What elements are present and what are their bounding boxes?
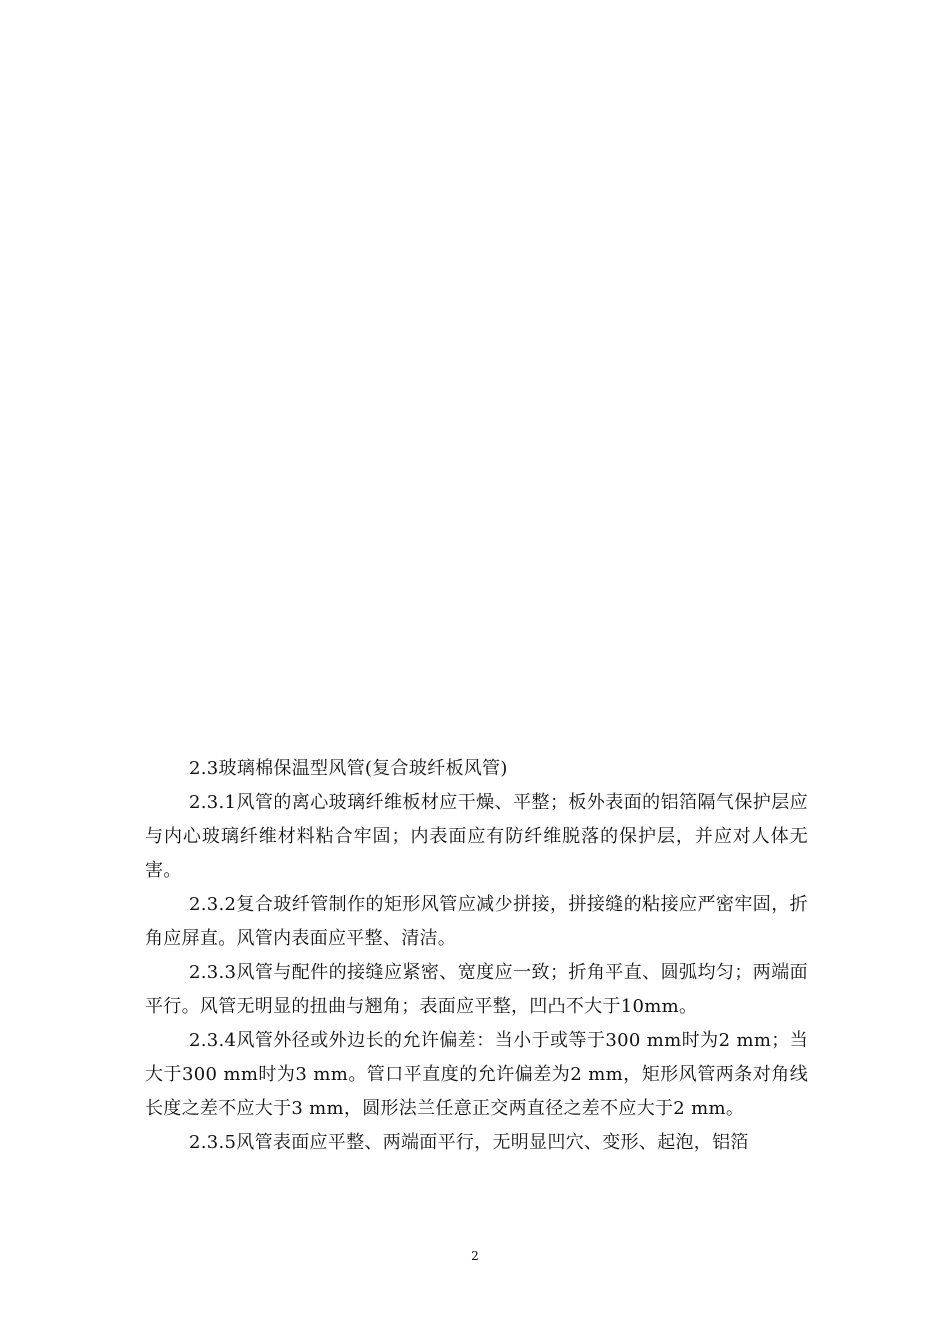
document-body [145,752,808,1160]
clause-2-3-3: 2.3.3风管与配件的接缝应紧密、宽度应一致；折角平直、圆弧均匀；两端面平行。风管无明显的扭曲与翘角；表面应平整，凹凸不大于10mm。 [145,962,808,1017]
clause-2-3-4: 2.3.4风管外径或外边长的允许偏差：当小于或等于300 mm时为2 mm；当大于300 mm时为3 mm。管口平直度的允许偏差为2 mm，矩形风管两条对角线长度之差不应大于3 mm，圆形法兰任意正交两直径之差不应大于2 mm。 [145,1030,808,1119]
section-heading-2-3: 2.3玻璃棉保温型风管(复合玻纤板风管) [189,758,508,779]
clause-2-3-2: 2.3.2复合玻纤管制作的矩形风管应减少拼接，拼接缝的粘接应严密牢固，折角应屏直。风管内表面应平整、清洁。 [145,894,808,949]
page-number: 2 [471,1249,479,1263]
clause-2-3-5: 2.3.5风管表面应平整、两端面平行，无明显凹穴、变形、起泡，铝箔 [189,1132,749,1153]
clause-2-3-1: 2.3.1风管的离心玻璃纤维板材应干燥、平整；板外表面的铝箔隔气保护层应与内心玻璃纤维材料粘合牢固；内表面应有防纤维脱落的保护层，并应对人体无害。 [145,792,808,881]
